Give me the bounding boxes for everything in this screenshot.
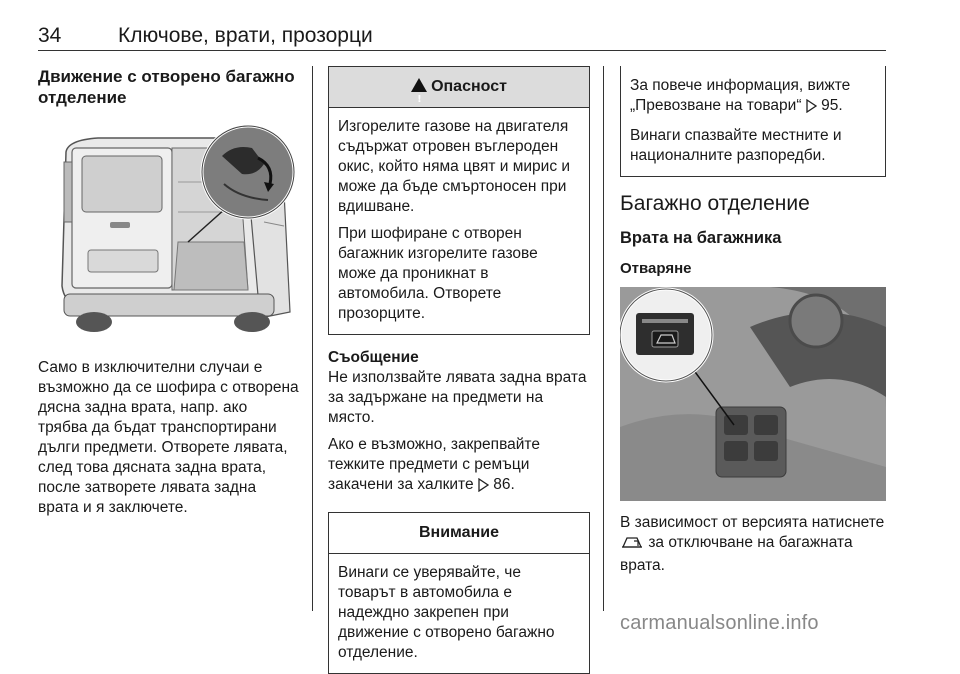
column-right	[620, 66, 886, 576]
info-box	[620, 66, 886, 177]
watermark: carmanualsonline.info	[620, 612, 819, 634]
note-title: Съобщение	[328, 349, 419, 366]
info-page-reference: 95.	[821, 97, 843, 114]
note-paragraph-1: Не използвайте лявата задна врата за задържане на предмети на място.	[328, 369, 587, 426]
danger-paragraph-1: Изгорелите газове на двигателя съдържат отровен въглероден окис, който няма цвят и мирис и може да бъде смъртоносен при вдишване.	[338, 118, 571, 215]
column-left	[38, 66, 300, 518]
danger-box	[328, 66, 590, 335]
section-heading: Багажно отделение	[620, 192, 810, 215]
caution-box-header: Внимание	[329, 513, 589, 554]
note-section	[328, 348, 590, 498]
page-reference-icon	[806, 99, 817, 119]
danger-box-title: Опасност	[431, 78, 507, 95]
van-rear-door-illustration	[38, 122, 300, 344]
dashboard-image	[620, 287, 886, 501]
danger-paragraph-2: При шофиране с отворен багажник изгорелите газове може да проникнат в автомобила. Отворете прозорците.	[338, 225, 538, 322]
note-page-reference: 86.	[493, 476, 515, 493]
body-paragraph: Само в изключителни случаи е възможно да се шофира с отворена дясна задна врата, напр. ако трябва да бъдат транспортирани дълги предмети. Отворете лявата, след това дясната задна врата, после затворете лявата задна врата и я заключете.	[38, 359, 299, 516]
note-text: Ако е възможно, закрепвайте тежките предмети с ремъци закачени за халките	[328, 436, 540, 493]
info-paragraph-2: Винаги спазвайте местните и националните разпоредби.	[630, 127, 842, 164]
van-rear-image	[38, 122, 300, 344]
body-text-end: за отключване на багажната врата.	[620, 534, 853, 574]
caution-paragraph: Винаги се уверявайте, че товарът в автомобила е надеждно закрепен при движение с отворено багажно отделение.	[338, 564, 555, 661]
dashboard-button-illustration	[620, 287, 886, 501]
page-number: 34	[38, 24, 62, 47]
section-title: Движение с отворено багажно отделение	[38, 67, 295, 107]
sub-subsection-heading: Отваряне	[620, 260, 692, 277]
subsection-heading: Врата на багажника	[620, 229, 782, 247]
info-paragraph-1	[630, 76, 876, 119]
header-rule	[38, 50, 886, 51]
caution-box-body	[329, 554, 589, 673]
page-reference-icon	[478, 478, 489, 498]
danger-box-body	[329, 108, 589, 334]
column-middle	[328, 66, 590, 674]
tailgate-unlock-icon	[620, 534, 644, 556]
caution-box	[328, 512, 590, 674]
info-box-body	[621, 66, 885, 176]
column-divider	[312, 66, 313, 611]
running-title: Ключове, врати, прозорци	[118, 24, 373, 47]
warning-triangle-icon	[411, 78, 427, 92]
info-text: За повече информация, вижте „Превозване на товари“	[630, 77, 851, 114]
danger-box-header	[329, 67, 589, 108]
note-paragraph-2	[328, 435, 590, 498]
column-divider	[603, 66, 604, 611]
body-text-start: В зависимост от версията натиснете	[620, 514, 885, 531]
body-paragraph	[620, 513, 886, 576]
